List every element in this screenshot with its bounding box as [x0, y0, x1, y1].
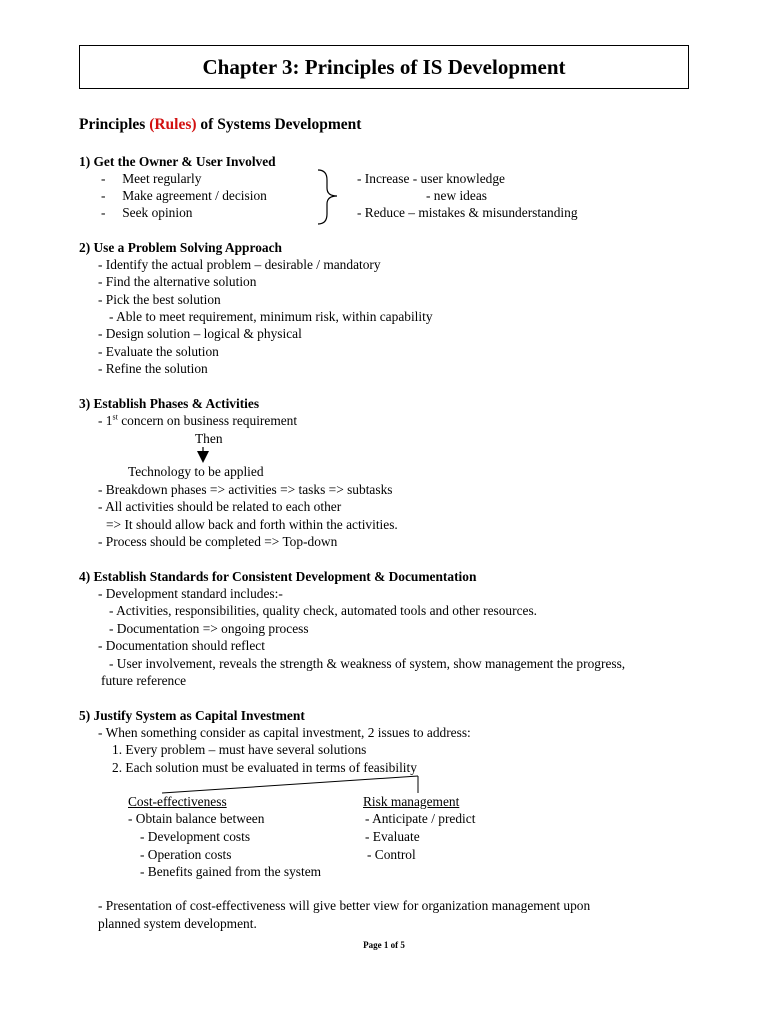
s2-line: - Evaluate the solution [98, 344, 219, 359]
cost-line: - Benefits gained from the system [140, 864, 322, 879]
s3-first-post: concern on business requirement [117, 413, 298, 428]
s3-line: - Breakdown phases => activities => tasks => subtasks [98, 482, 393, 497]
s4-line: - User involvement, reveals the strength & weakness of system, show management the progress, [109, 656, 626, 671]
s1-right-item: - Increase - user knowledge [357, 171, 505, 186]
s2-line: - Able to meet requirement, minimum risk, within capability [109, 309, 433, 324]
s2-line: - Refine the solution [98, 361, 208, 376]
s4-line: - Documentation => ongoing process [109, 621, 309, 636]
s4-line: - Activities, responsibilities, quality check, automated tools and other resources. [109, 603, 538, 618]
s3-first-sup: st [112, 412, 118, 422]
s4-line: - Development standard includes:- [98, 586, 283, 601]
s3-first-pre: - 1 [98, 413, 113, 428]
cost-line: - Development costs [140, 829, 251, 844]
section-3-heading: 3) Establish Phases & Activities [79, 396, 260, 411]
risk-management-title: Risk management [363, 794, 460, 809]
feasibility-connector [162, 776, 418, 793]
s2-line: - Find the alternative solution [98, 274, 257, 289]
cost-line: - Operation costs [140, 847, 232, 862]
arrow-down-head-icon [197, 451, 209, 463]
s5-line: 2. Each solution must be evaluated in terms of feasibility [112, 760, 417, 775]
s5-line: - When something consider as capital investment, 2 issues to address: [98, 725, 471, 740]
heading-pre: Principles [79, 116, 150, 133]
curly-brace-icon [318, 170, 337, 224]
heading-post: of Systems Development [196, 116, 362, 133]
s1-left-item: - Meet regularly [101, 171, 202, 186]
cost-effectiveness-title: Cost-effectiveness [128, 794, 227, 809]
risk-line: - Control [367, 847, 416, 862]
risk-line: - Evaluate [365, 829, 420, 844]
s2-line: - Identify the actual problem – desirable / mandatory [98, 257, 381, 272]
s1-right-item: - Reduce – mistakes & misunderstanding [357, 205, 578, 220]
s3-line: - Process should be completed => Top-down [98, 534, 338, 549]
section-5-heading: 5) Justify System as Capital Investment [79, 708, 305, 723]
s4-line: - Documentation should reflect [98, 638, 265, 653]
closing-line: planned system development. [98, 916, 257, 931]
s1-left-item: - Seek opinion [101, 205, 193, 220]
chapter-title: Chapter 3: Principles of IS Development [202, 54, 566, 79]
heading-highlight: (Rules) [149, 116, 197, 133]
s3-line: - All activities should be related to each other [98, 499, 342, 514]
s1-right-item: - new ideas [426, 188, 487, 203]
s2-line: - Design solution – logical & physical [98, 326, 302, 341]
page-footer: Page 1 of 5 [363, 940, 405, 950]
section-1-heading: 1) Get the Owner & User Involved [79, 154, 276, 169]
s3-line: => It should allow back and forth within the activities. [106, 517, 398, 532]
s3-then: Then [195, 431, 223, 446]
section-4-heading: 4) Establish Standards for Consistent Development & Documentation [79, 569, 477, 584]
s4-line: future reference [101, 673, 187, 688]
s5-line: 1. Every problem – must have several solutions [112, 742, 367, 757]
closing-line: - Presentation of cost-effectiveness will give better view for organization management upon [98, 898, 591, 913]
section-2-heading: 2) Use a Problem Solving Approach [79, 240, 282, 255]
risk-line: - Anticipate / predict [365, 811, 476, 826]
cost-line: - Obtain balance between [128, 811, 265, 826]
s2-line: - Pick the best solution [98, 292, 221, 307]
s1-left-item: - Make agreement / decision [101, 188, 267, 203]
s3-tech: Technology to be applied [128, 464, 264, 479]
